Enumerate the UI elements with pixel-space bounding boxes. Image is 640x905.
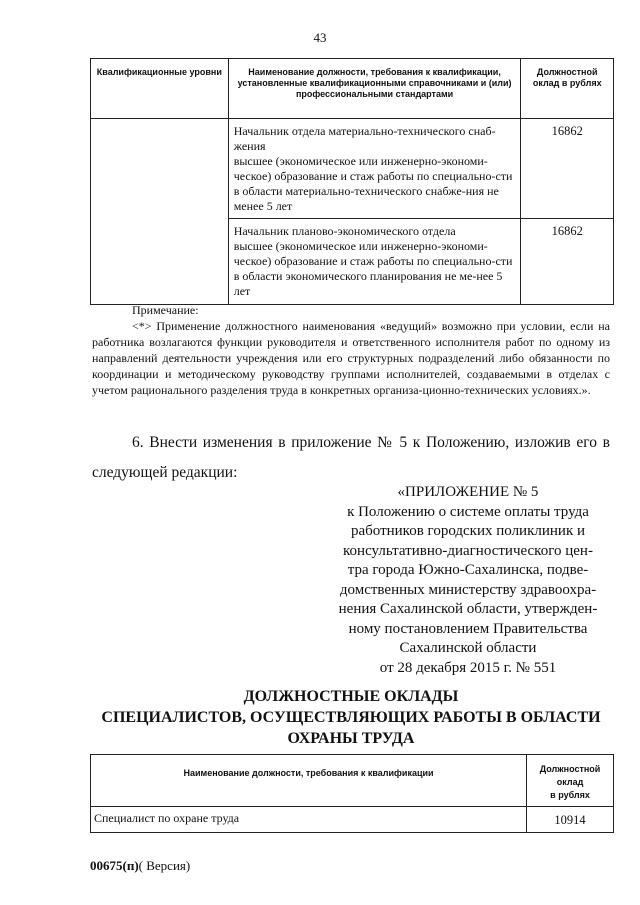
header-position-name: Наименование должности, требования к квалификации, установленные квалификационными справочниками и (или) профессиональными стандартами: [228, 59, 521, 119]
note-block: [92, 302, 610, 398]
paragraph-6: [92, 428, 610, 488]
position-title: Начальник планово-экономического отдела: [233, 224, 456, 238]
header-position-name: Наименование должности, требования к квалификации: [91, 755, 527, 807]
appendix-line: домственных министерству здравоохра-: [339, 581, 597, 598]
appendix-line: консультативно-диагностического цен-: [343, 542, 593, 559]
section-title: [92, 686, 610, 749]
note-heading: Примечание:: [132, 303, 199, 317]
position-requirements: высшее (экономическое или инженерно-экономи-ческое) образование и стаж работы по специально-сти в области экономического планирования не ме-нее 5 лет: [233, 239, 513, 298]
salary-cell: 16862: [521, 119, 614, 219]
position-cell: [228, 119, 521, 219]
header-salary: Должностной оклад в рублях: [521, 59, 614, 119]
appendix-line: тра города Южно-Сахалинска, подве-: [347, 562, 589, 578]
header-salary: [527, 755, 614, 807]
header-salary-line: в рублях: [550, 790, 590, 800]
document-footer: [90, 858, 190, 874]
qualification-table: [90, 58, 614, 305]
page-number: 43: [313, 30, 327, 45]
header-qualification-levels: Квалификационные уровни: [91, 59, 229, 119]
appendix-line: от 28 декабря 2015 г. № 551: [379, 659, 557, 676]
table-header-row: [91, 59, 614, 119]
header-salary-line: оклад: [556, 777, 584, 787]
note-body: <*> Применение должностного наименования «ведущий» возможно при условии, если на работника возлагаются функции руководителя и ответственного исполнителя работ по одному из направлений деятельности учреждения или его структурных подразделений либо обязанности по координации и методическому руководству группами исполнителей, создаваемыми в отделах с учетом рационального разделения труда в конкретных организа-ционно-технических условиях.».: [92, 319, 610, 397]
position-requirements: высшее (экономическое или инженерно-экономи-ческое) образование и стаж работы по специально-сти в области материально-технического снабже-ния не менее 5 лет: [233, 154, 513, 213]
salary-cell: 16862: [521, 219, 614, 305]
table-header-row: [91, 755, 614, 807]
paragraph-6-text: 6. Внести изменения в приложение № 5 к Положению, изложив его в следующей редакции:: [92, 434, 610, 481]
table-row: [91, 119, 614, 219]
appendix-line: ному постановлением Правительства: [348, 620, 588, 637]
header-salary-line: Должностной: [539, 764, 601, 774]
position-cell: Специалист по охране труда: [91, 807, 527, 833]
table-row: [91, 807, 614, 833]
appendix-line: к Положению о системе оплаты труда: [347, 503, 589, 520]
title-line: ОХРАНЫ ТРУДА: [287, 730, 415, 747]
appendix-line: «ПРИЛОЖЕНИЕ № 5: [397, 484, 539, 500]
position-cell: [228, 219, 521, 305]
footer-code: 00675(п): [90, 858, 139, 873]
appendix-line: нения Сахалинской области, утвержден-: [338, 601, 598, 617]
labor-safety-table: [90, 754, 614, 833]
salary-cell: 10914: [527, 807, 614, 833]
appendix-header: [318, 483, 618, 678]
footer-version: ( Версия): [138, 858, 191, 873]
appendix-line: Сахалинской области: [399, 640, 537, 656]
title-line: ДОЛЖНОСТНЫЕ ОКЛАДЫ: [243, 688, 459, 705]
title-line: СПЕЦИАЛИСТОВ, ОСУЩЕСТВЛЯЮЩИХ РАБОТЫ В ОБЛАСТИ: [101, 709, 601, 726]
appendix-line: работников городских поликлиник и: [350, 523, 586, 539]
qualification-level-cell: [91, 119, 229, 305]
position-title: Начальник отдела материально-технического снаб-жения: [233, 124, 496, 153]
